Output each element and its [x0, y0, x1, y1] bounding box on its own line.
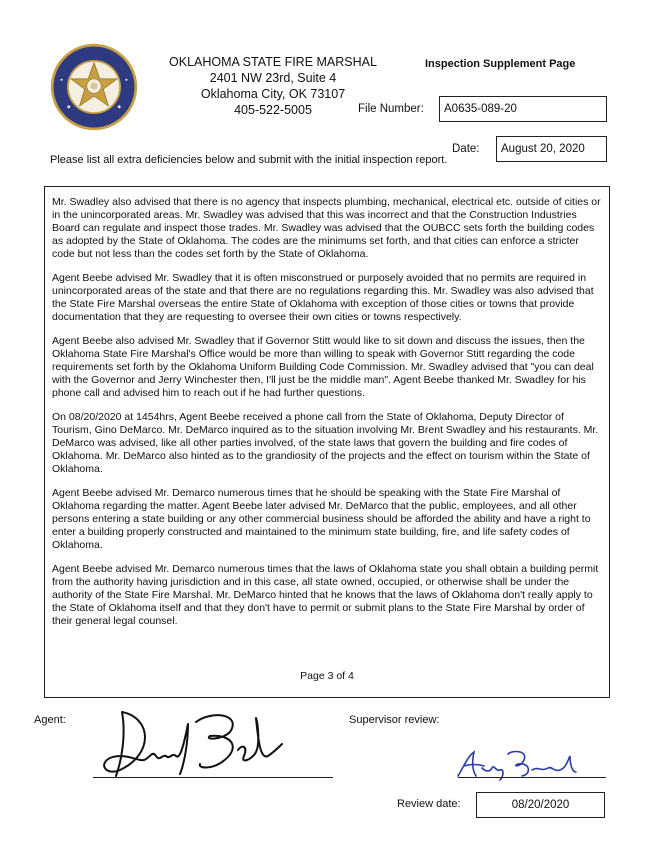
- supervisor-review-label: Supervisor review:: [349, 714, 440, 726]
- phone-number: 405-522-5005: [234, 103, 312, 117]
- narrative-paragraph: Mr. Swadley also advised that there is no agency that inspects plumbing, mechanical, electrical etc. outside of cities or in the unincorporated areas. Mr. Swadley was advised that this was incorrect and that the Construction Industries Board can regulate and inspect those trades. Mr. Swadley was advised that the OUBCC sets forth the building codes as adopted by the State of Oklahoma. The codes are the minimums set forth, and that cities can enforce a stricter code but not less than the codes set forth by the State of Oklahoma.: [52, 196, 601, 260]
- narrative-paragraph: Agent Beebe advised Mr. Demarco numerous times that the laws of Oklahoma state you shall obtain a building permit from the authority having jurisdiction and in this case, all state owned, occupied, or otherwise shall be under the authority of the State Fire Marshal. Mr. DeMarco hinted that he knows that the laws of Oklahoma don't really apply to the State of Oklahoma itself and that they don't have to permit or submit plans to the State Fire Marshal by order of their general legal counsel.: [52, 563, 599, 627]
- supervisor-signature-line: [458, 777, 606, 778]
- narrative-paragraph: On 08/20/2020 at 1454hrs, Agent Beebe received a phone call from the State of Oklahoma, Deputy Director of Tourism, Gino DeMarco. Mr. DeMarco inquired as to the situation involving Mr. Brent Swadley and his restaurants. Mr. DeMarco was advised, like all other parties involved, of the state laws that govern the building and fire codes of Oklahoma. Mr. DeMarco also hinted as to the grandiosity of the projects and the effect on tourism within the State of Oklahoma.: [52, 411, 599, 475]
- narrative-paragraph: Agent Beebe also advised Mr. Swadley that if Governor Stitt would like to sit down and discuss the issues, then the Oklahoma State Fire Marshal's Office would be more than willing to speak with Governor Stitt regarding the code requirements set forth by the Oklahoma Uniform Building Code Commission. Mr. Swadley advised that "you can deal with the Governor and Jerry Winchester then, I'll just be the middle man". Agent Beebe thanked Mr. Swadley for his phone call and advised him to reach out if he had further questions.: [52, 335, 594, 399]
- date-label: Date:: [452, 143, 480, 155]
- agent-signature: [92, 704, 292, 782]
- review-date-label: Review date:: [397, 798, 461, 810]
- state-seal: [49, 42, 139, 132]
- narrative-box: [44, 186, 610, 698]
- narrative-paragraph: Agent Beebe advised Mr. Swadley that it is often misconstrued or purposely avoided that no permits are required in unincorporated areas of the state and that there are no regulations regarding this. Mr. Swadley was also advised that the State Fire Marshal overseas the entire State of Oklahoma with exception of those cities or towns that provide documentation that they are requesting to oversee their own cities or towns respectively.: [52, 272, 594, 323]
- narrative-paragraph: Agent Beebe advised Mr. Demarco numerous times that he should be speaking with the State Fire Marshal of Oklahoma regarding the matter. Agent Beebe later advised Mr. DeMarco that the public, employees, and all other persons entering a state building or any other commercial business should be afforded the ability and have a right to enter a building properly constructed and maintained to the minimum state building, fire, and life safety codes of Oklahoma.: [52, 487, 591, 551]
- page-indicator: Page 3 of 4: [300, 670, 354, 682]
- agent-label: Agent:: [34, 714, 66, 726]
- review-date-field[interactable]: 08/20/2020: [476, 792, 605, 818]
- instructions-text: Please list all extra deficiencies below and submit with the initial inspection report.: [50, 154, 448, 166]
- form-title: Inspection Supplement Page: [425, 58, 576, 70]
- date-field[interactable]: August 20, 2020: [496, 136, 607, 162]
- agent-signature-line: [93, 777, 333, 778]
- address-line1: 2401 NW 23rd, Suite 4: [209, 71, 337, 85]
- office-name: OKLAHOMA STATE FIRE MARSHAL: [169, 55, 377, 69]
- file-number-field[interactable]: A0635-089-20: [439, 96, 607, 122]
- address-line2: Oklahoma City, OK 73107: [200, 87, 346, 101]
- file-number-label: File Number:: [358, 103, 424, 115]
